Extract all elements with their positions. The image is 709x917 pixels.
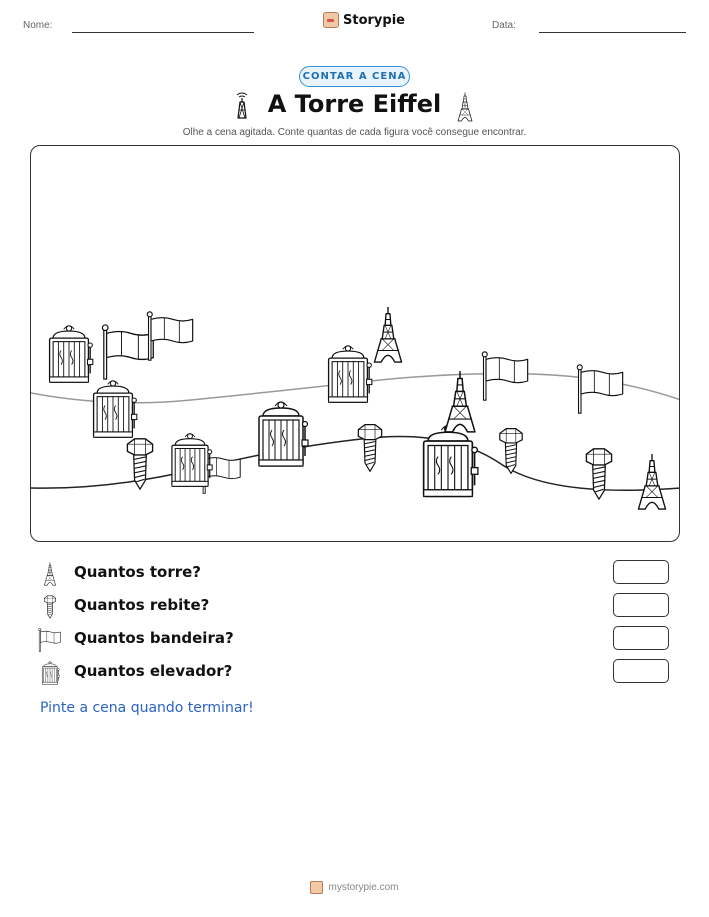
flag-figure bbox=[147, 312, 192, 360]
coloring-instruction: Pinte a cena quando terminar! bbox=[40, 700, 254, 716]
rivet-figure bbox=[586, 449, 611, 499]
page-title: A Torre Eiffel bbox=[267, 90, 442, 118]
elevator-figure bbox=[50, 326, 93, 382]
question-row bbox=[38, 659, 678, 687]
date-label: Data: bbox=[492, 20, 516, 31]
rivet-figure bbox=[500, 429, 522, 474]
question-row bbox=[38, 593, 678, 621]
flag-icon bbox=[38, 628, 62, 652]
scene-illustration bbox=[31, 146, 680, 542]
question-text: Quantos rebite? bbox=[74, 596, 210, 614]
eiffel-tower-title-icon bbox=[455, 92, 475, 122]
rivet-figure bbox=[358, 425, 381, 472]
flag-figure bbox=[482, 352, 527, 400]
elevator-figure bbox=[329, 346, 372, 402]
question-text: Quantos bandeira? bbox=[74, 629, 234, 647]
answer-box-elevators[interactable] bbox=[613, 659, 669, 683]
footer-url: mystorypie.com bbox=[328, 882, 399, 893]
elevator-icon bbox=[38, 661, 62, 685]
name-label: Nome: bbox=[23, 20, 53, 31]
date-field-line[interactable] bbox=[539, 32, 686, 33]
elevator-figure bbox=[424, 426, 478, 497]
flag-figure bbox=[577, 365, 622, 413]
question-row bbox=[38, 560, 678, 588]
eiffel-tower-figure bbox=[445, 371, 475, 432]
eiffel-tower-figure bbox=[374, 307, 401, 362]
instructions: Olhe a cena agitada. Conte quantas de cada figura você consegue encontrar. bbox=[182, 127, 527, 138]
question-text: Quantos elevador? bbox=[74, 662, 233, 680]
brand-name: Storypie bbox=[343, 12, 405, 28]
eiffel-tower-icon bbox=[38, 562, 62, 586]
answer-box-towers[interactable] bbox=[613, 560, 669, 584]
scene-panel bbox=[30, 145, 680, 542]
question-text: Quantos torre? bbox=[74, 563, 202, 581]
activity-badge: CONTAR A CENA bbox=[299, 66, 410, 87]
rivet-icon bbox=[38, 595, 62, 619]
storypie-logo-icon bbox=[323, 12, 339, 28]
elevator-figure bbox=[94, 381, 137, 437]
answer-box-rivets[interactable] bbox=[613, 593, 669, 617]
question-row bbox=[38, 626, 678, 654]
elevator-figure bbox=[172, 434, 212, 487]
elevator-figure bbox=[259, 402, 308, 466]
name-field-line[interactable] bbox=[72, 32, 254, 33]
eiffel-tower-figure bbox=[638, 454, 665, 509]
footer bbox=[0, 881, 709, 894]
storypie-footer-logo-icon bbox=[310, 881, 323, 894]
answer-box-flags[interactable] bbox=[613, 626, 669, 650]
brand-logo bbox=[323, 12, 405, 28]
flag-figure bbox=[102, 325, 153, 379]
